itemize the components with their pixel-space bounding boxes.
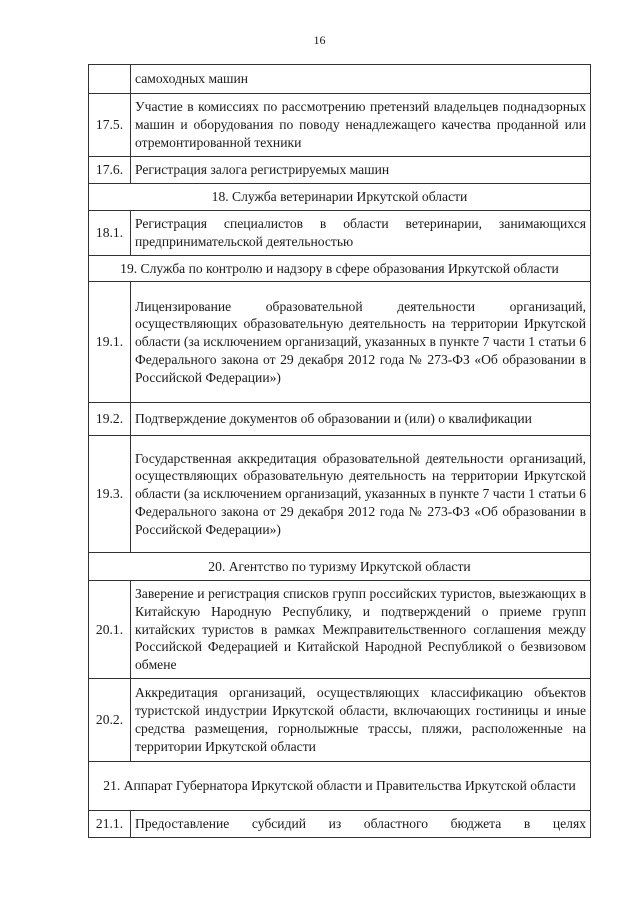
row-number: 18.1. [89,211,131,256]
page-number: 16 [313,33,326,47]
section-heading-row [89,256,591,282]
services-table [88,64,591,838]
row-number [89,65,131,94]
row-number: 17.6. [89,157,131,184]
row-text: Заверение и регистрация списков групп российских туристов, выезжающих в Китайскую Народную Республику, и подтверждений о приеме групп китайских туристов в рамках Межправительственного соглашения между Российской Федерацией и Китайской Народной Республикой о безвизовом обмене [131,581,591,679]
row-number: 17.5. [89,94,131,157]
table-row [89,94,591,157]
row-number: 19.3. [89,436,131,553]
row-text: Аккредитация организаций, осуществляющих классификацию объектов туристской индустрии Иркутской области, включающих гостиницы и иные средства размещения, горнолыжные трассы, пляжи, расположенные на территории Иркутской области [131,679,591,762]
row-text: Предоставление субсидий из областного бюджета в целях [131,811,591,838]
section-heading: 18. Служба ветеринарии Иркутской области [89,184,591,211]
section-heading: 21. Аппарат Губернатора Иркутской области и Правительства Иркутской области [89,762,591,811]
row-text: Участие в комиссиях по рассмотрению претензий владельцев поднадзорных машин и оборудования по поводу ненадлежащего качества проданной или отремонтированной техники [131,94,591,157]
row-text: Государственная аккредитация образовательной деятельности организаций, осуществляющих образовательную деятельность на территории Иркутской области (за исключением организаций, указанных в пункте 7 части 1 статьи 6 Федерального закона от 29 декабря 2012 года № 273-ФЗ «Об образовании в Российской Федерации») [131,436,591,553]
table-row [89,403,591,436]
row-number: 19.2. [89,403,131,436]
row-number: 20.1. [89,581,131,679]
row-text: Подтверждение документов об образовании и (или) о квалификации [131,403,591,436]
row-text: Лицензирование образовательной деятельности организаций, осуществляющих образовательную деятельность на территории Иркутской области (за исключением организаций, указанных в пункте 7 части 1 статьи 6 Федерального закона от 29 декабря 2012 года № 273-ФЗ «Об образовании в Российской Федерации») [131,282,591,403]
row-text: самоходных машин [131,65,591,94]
section-heading-row [89,762,591,811]
section-heading-row [89,184,591,211]
table-row [89,211,591,256]
row-number: 21.1. [89,811,131,838]
row-text: Регистрация специалистов в области ветеринарии, занимающихся предпринимательской деятельностью [131,211,591,256]
row-text: Регистрация залога регистрируемых машин [131,157,591,184]
table-row [89,282,591,403]
row-number: 20.2. [89,679,131,762]
section-heading-row [89,553,591,581]
table-row [89,581,591,679]
table-row [89,65,591,94]
section-heading: 19. Служба по контролю и надзору в сфере образования Иркутской области [89,256,591,282]
table-row [89,811,591,838]
table-row [89,679,591,762]
row-number: 19.1. [89,282,131,403]
table-row [89,436,591,553]
table-row [89,157,591,184]
section-heading: 20. Агентство по туризму Иркутской области [89,553,591,581]
